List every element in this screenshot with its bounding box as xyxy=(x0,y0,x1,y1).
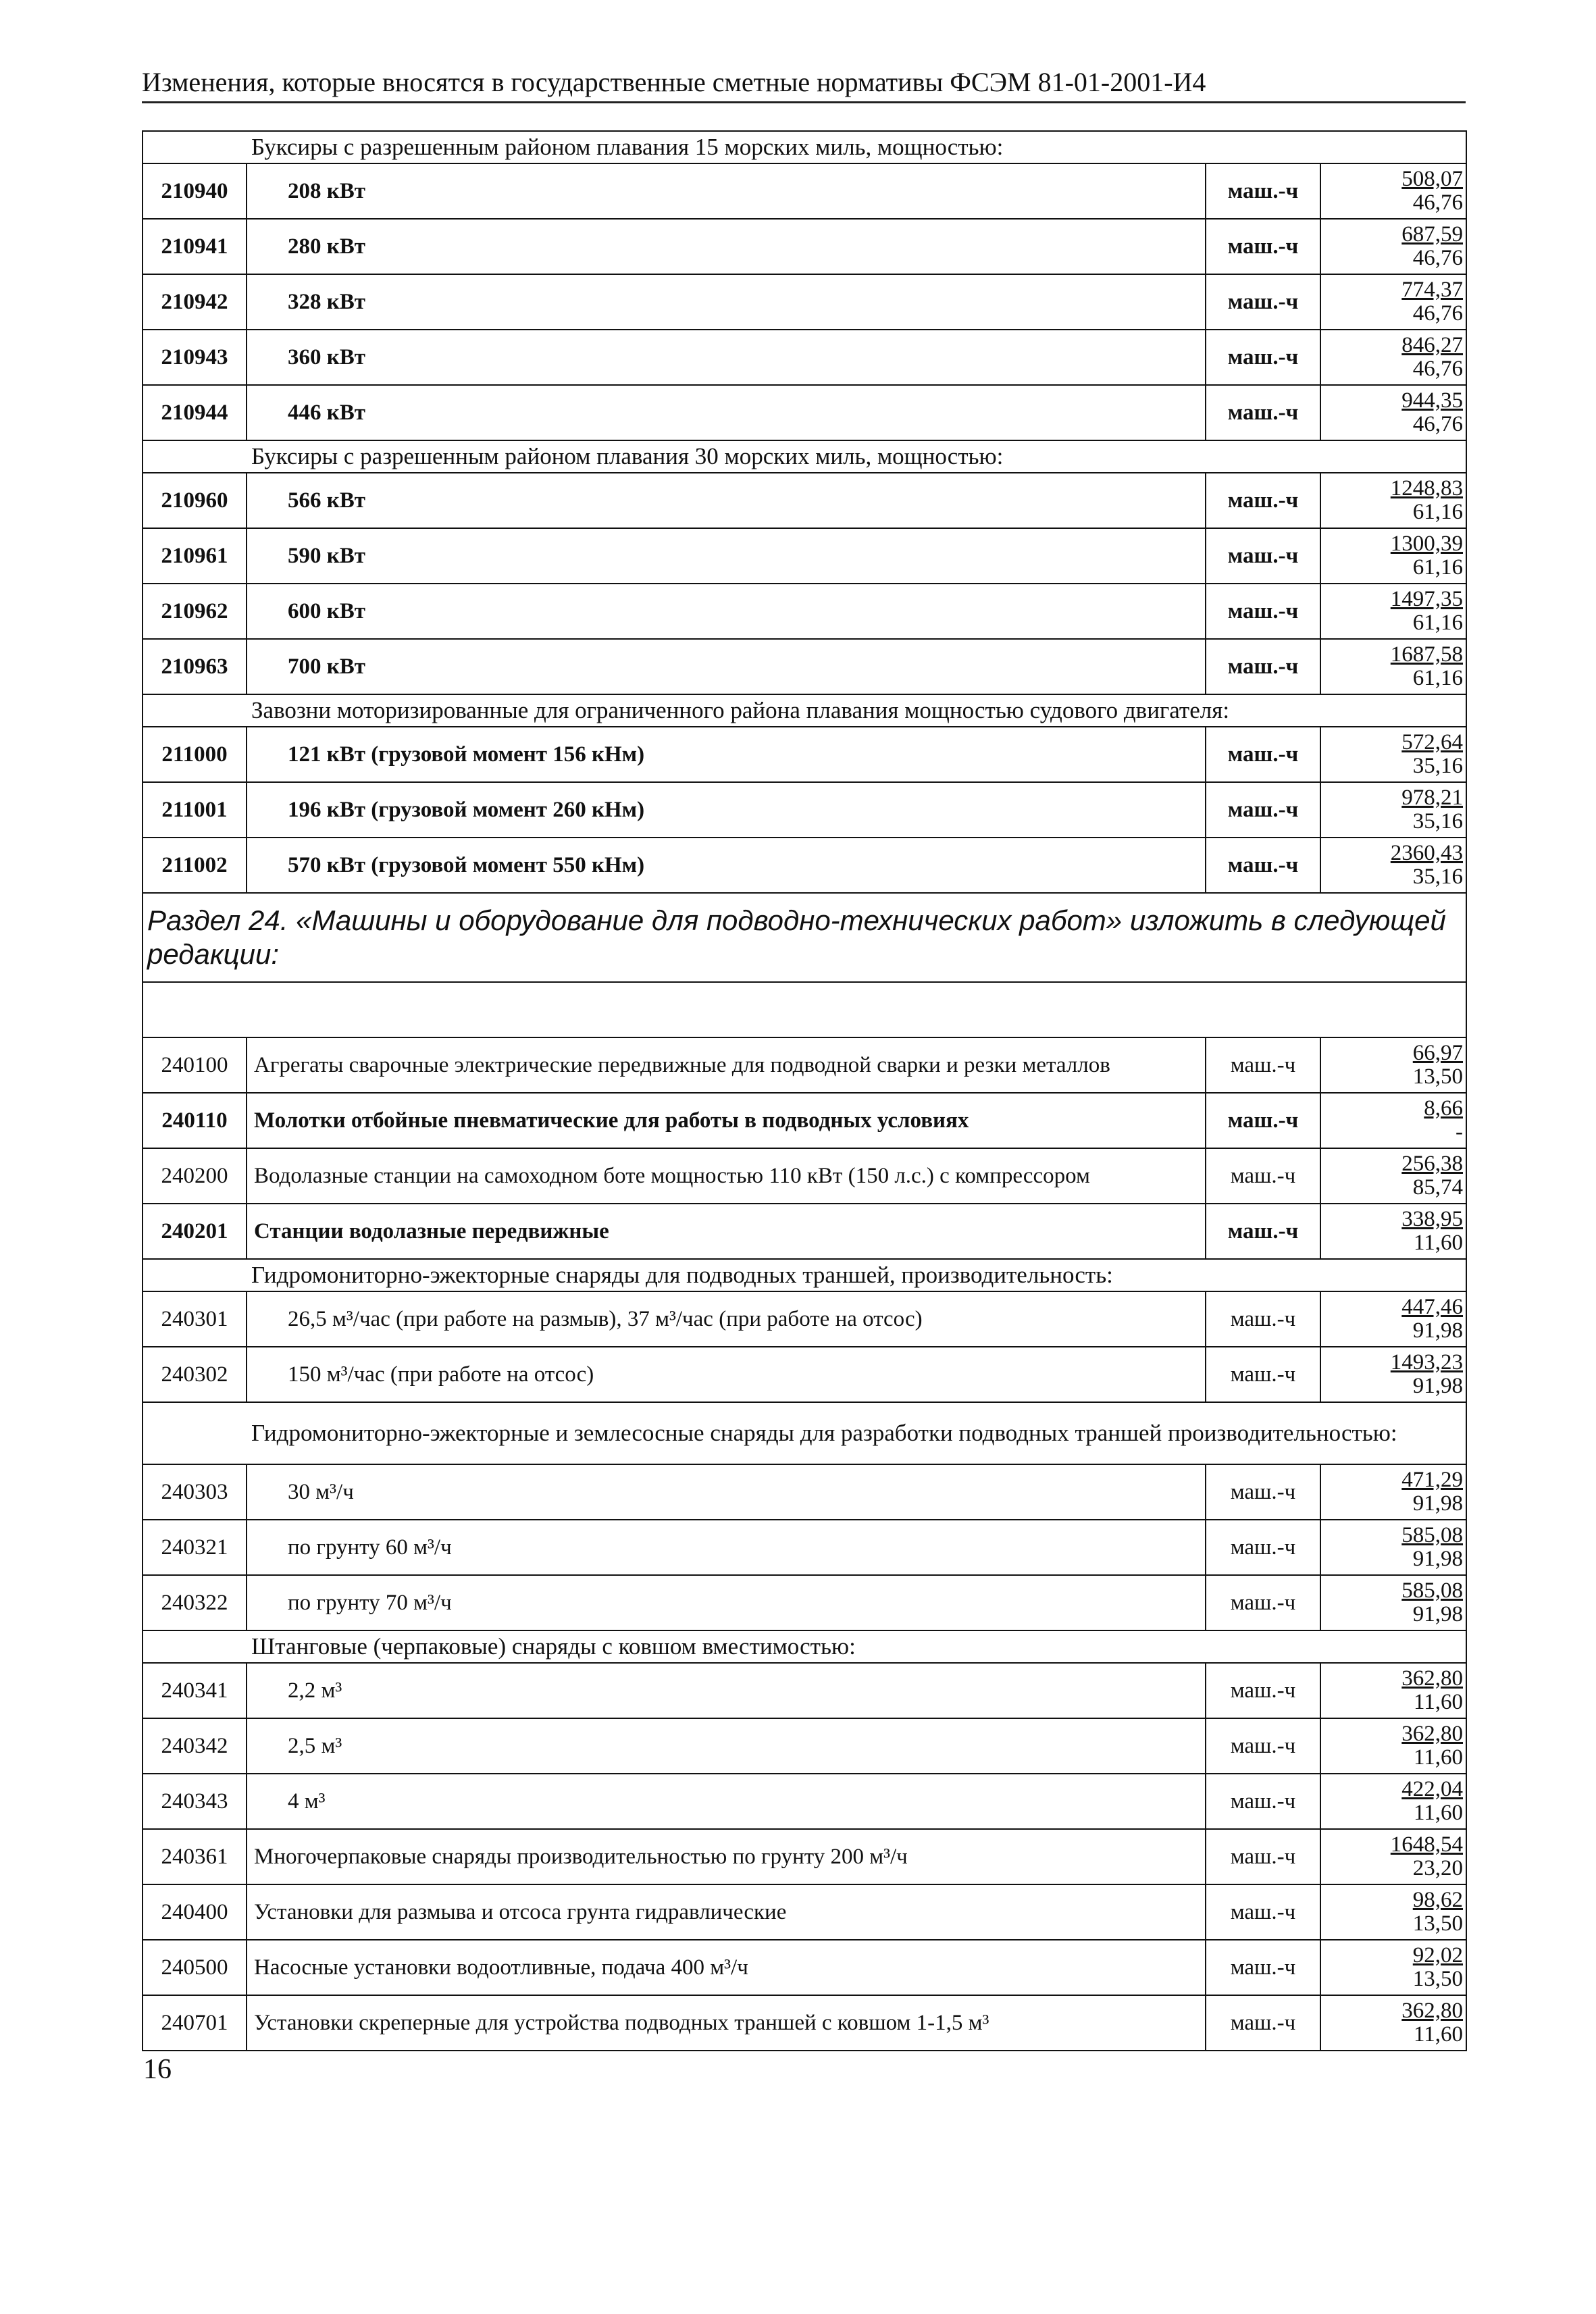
name-cell: 208 кВт xyxy=(247,163,1206,219)
unit-cell: маш.-ч xyxy=(1206,782,1320,838)
price-cell: 508,07 46,76 xyxy=(1320,163,1466,219)
name-cell: 570 кВт (грузовой момент 550 кНм) xyxy=(247,838,1206,893)
price-cell: 585,08 91,98 xyxy=(1320,1520,1466,1575)
code-cell: 240701 xyxy=(143,1995,247,2051)
name-cell: 196 кВт (грузовой момент 260 кНм) xyxy=(247,782,1206,838)
unit-cell: маш.-ч xyxy=(1206,274,1320,330)
name-cell: 600 кВт xyxy=(247,584,1206,639)
price-cell: 846,27 46,76 xyxy=(1320,330,1466,385)
name-cell: Станции водолазные передвижные xyxy=(247,1204,1206,1259)
name-cell: 566 кВт xyxy=(247,473,1206,528)
code-cell: 210940 xyxy=(143,163,247,219)
name-cell: 150 м³/час (при работе на отсос) xyxy=(247,1347,1206,1402)
name-cell: 360 кВт xyxy=(247,330,1206,385)
price-cell: 256,38 85,74 xyxy=(1320,1148,1466,1204)
name-cell: Насосные установки водоотливные, подача 400 м³/ч xyxy=(247,1940,1206,1995)
group-heading: Буксиры с разрешенным районом плавания 15 морских миль, мощностью: xyxy=(143,131,1466,163)
group-heading: Буксиры с разрешенным районом плавания 30 морских миль, мощностью: xyxy=(143,440,1466,473)
name-cell: 280 кВт xyxy=(247,219,1206,274)
unit-cell: маш.-ч xyxy=(1206,1995,1320,2051)
name-cell: 446 кВт xyxy=(247,385,1206,440)
code-cell: 210961 xyxy=(143,528,247,584)
code-cell: 210960 xyxy=(143,473,247,528)
unit-cell: маш.-ч xyxy=(1206,528,1320,584)
price-cell: 92,02 13,50 xyxy=(1320,1940,1466,1995)
unit-cell: маш.-ч xyxy=(1206,1291,1320,1347)
unit-cell: маш.-ч xyxy=(1206,1829,1320,1884)
unit-cell: маш.-ч xyxy=(1206,219,1320,274)
price-cell: 362,80 11,60 xyxy=(1320,1718,1466,1774)
unit-cell: маш.-ч xyxy=(1206,330,1320,385)
code-cell: 240302 xyxy=(143,1347,247,1402)
unit-cell: маш.-ч xyxy=(1206,1464,1320,1520)
code-cell: 210942 xyxy=(143,274,247,330)
unit-cell: маш.-ч xyxy=(1206,1575,1320,1630)
code-cell: 240341 xyxy=(143,1663,247,1718)
unit-cell: маш.-ч xyxy=(1206,1093,1320,1148)
code-cell: 240301 xyxy=(143,1291,247,1347)
unit-cell: маш.-ч xyxy=(1206,1774,1320,1829)
price-cell: 1300,39 61,16 xyxy=(1320,528,1466,584)
unit-cell: маш.-ч xyxy=(1206,1940,1320,1995)
name-cell: Многочерпаковые снаряды производительностью по грунту 200 м³/ч xyxy=(247,1829,1206,1884)
price-cell: 362,80 11,60 xyxy=(1320,1663,1466,1718)
norms-table xyxy=(142,130,1467,2051)
code-cell: 210943 xyxy=(143,330,247,385)
name-cell: 2,5 м³ xyxy=(247,1718,1206,1774)
name-cell: Установки скреперные для устройства подводных траншей с ковшом 1-1,5 м³ xyxy=(247,1995,1206,2051)
name-cell: 26,5 м³/час (при работе на размыв), 37 м³/час (при работе на отсос) xyxy=(247,1291,1206,1347)
header-rule xyxy=(142,101,1466,103)
unit-cell: маш.-ч xyxy=(1206,584,1320,639)
code-cell: 210944 xyxy=(143,385,247,440)
name-cell: по грунту 70 м³/ч xyxy=(247,1575,1206,1630)
price-cell: 687,59 46,76 xyxy=(1320,219,1466,274)
code-cell: 240322 xyxy=(143,1575,247,1630)
price-cell: 572,64 35,16 xyxy=(1320,727,1466,782)
code-cell: 240361 xyxy=(143,1829,247,1884)
name-cell: 328 кВт xyxy=(247,274,1206,330)
name-cell: Установки для размыва и отсоса грунта гидравлические xyxy=(247,1884,1206,1940)
unit-cell: маш.-ч xyxy=(1206,1520,1320,1575)
code-cell: 211000 xyxy=(143,727,247,782)
price-cell: 362,80 11,60 xyxy=(1320,1995,1466,2051)
code-cell: 210962 xyxy=(143,584,247,639)
document-header: Изменения, которые вносятся в государственные сметные нормативы ФСЭМ 81-01-2001-И4 xyxy=(142,67,1206,97)
name-cell: 2,2 м³ xyxy=(247,1663,1206,1718)
unit-cell: маш.-ч xyxy=(1206,727,1320,782)
name-cell: 121 кВт (грузовой момент 156 кНм) xyxy=(247,727,1206,782)
name-cell: 590 кВт xyxy=(247,528,1206,584)
unit-cell: маш.-ч xyxy=(1206,163,1320,219)
group-heading: Гидромониторно-эжекторные и землесосные снаряды для разработки подводных траншей производительностью: xyxy=(143,1402,1466,1464)
code-cell: 210941 xyxy=(143,219,247,274)
code-cell: 211002 xyxy=(143,838,247,893)
name-cell: Водолазные станции на самоходном боте мощностью 110 кВт (150 л.с.) с компрессором xyxy=(247,1148,1206,1204)
code-cell: 211001 xyxy=(143,782,247,838)
group-heading: Штанговые (черпаковые) снаряды с ковшом вместимостью: xyxy=(143,1630,1466,1663)
unit-cell: маш.-ч xyxy=(1206,1148,1320,1204)
name-cell: Молотки отбойные пневматические для работы в подводных условиях xyxy=(247,1093,1206,1148)
unit-cell: маш.-ч xyxy=(1206,1884,1320,1940)
code-cell: 240500 xyxy=(143,1940,247,1995)
code-cell: 240200 xyxy=(143,1148,247,1204)
price-cell: 1248,83 61,16 xyxy=(1320,473,1466,528)
group-heading: Завозни моторизированные для ограниченного района плавания мощностью судового двигателя: xyxy=(143,694,1466,727)
price-cell: 774,37 46,76 xyxy=(1320,274,1466,330)
price-cell: 98,62 13,50 xyxy=(1320,1884,1466,1940)
unit-cell: маш.-ч xyxy=(1206,838,1320,893)
name-cell: 30 м³/ч xyxy=(247,1464,1206,1520)
name-cell: 700 кВт xyxy=(247,639,1206,694)
price-cell: 944,35 46,76 xyxy=(1320,385,1466,440)
price-cell: 2360,43 35,16 xyxy=(1320,838,1466,893)
code-cell: 240201 xyxy=(143,1204,247,1259)
unit-cell: маш.-ч xyxy=(1206,1718,1320,1774)
unit-cell: маш.-ч xyxy=(1206,1663,1320,1718)
price-cell: 1648,54 23,20 xyxy=(1320,1829,1466,1884)
section-title: Раздел 24. «Машины и оборудование для подводно-технических работ» изложить в следующей редакции: xyxy=(143,893,1466,982)
price-cell: 1493,23 91,98 xyxy=(1320,1347,1466,1402)
code-cell: 240321 xyxy=(143,1520,247,1575)
blank-row xyxy=(143,982,1466,1037)
code-cell: 240342 xyxy=(143,1718,247,1774)
name-cell: по грунту 60 м³/ч xyxy=(247,1520,1206,1575)
price-cell: 8,66 - xyxy=(1320,1093,1466,1148)
price-cell: 338,95 11,60 xyxy=(1320,1204,1466,1259)
name-cell: 4 м³ xyxy=(247,1774,1206,1829)
price-cell: 422,04 11,60 xyxy=(1320,1774,1466,1829)
price-cell: 471,29 91,98 xyxy=(1320,1464,1466,1520)
price-cell: 585,08 91,98 xyxy=(1320,1575,1466,1630)
code-cell: 240110 xyxy=(143,1093,247,1148)
price-cell: 1497,35 61,16 xyxy=(1320,584,1466,639)
unit-cell: маш.-ч xyxy=(1206,1347,1320,1402)
name-cell: Агрегаты сварочные электрические передвижные для подводной сварки и резки металлов xyxy=(247,1037,1206,1093)
price-cell: 978,21 35,16 xyxy=(1320,782,1466,838)
code-cell: 210963 xyxy=(143,639,247,694)
group-heading: Гидромониторно-эжекторные снаряды для подводных траншей, производительность: xyxy=(143,1259,1466,1291)
code-cell: 240400 xyxy=(143,1884,247,1940)
code-cell: 240303 xyxy=(143,1464,247,1520)
page-number: 16 xyxy=(143,2054,172,2085)
unit-cell: маш.-ч xyxy=(1206,385,1320,440)
price-cell: 447,46 91,98 xyxy=(1320,1291,1466,1347)
price-cell: 1687,58 61,16 xyxy=(1320,639,1466,694)
unit-cell: маш.-ч xyxy=(1206,473,1320,528)
price-cell: 66,97 13,50 xyxy=(1320,1037,1466,1093)
code-cell: 240343 xyxy=(143,1774,247,1829)
unit-cell: маш.-ч xyxy=(1206,639,1320,694)
code-cell: 240100 xyxy=(143,1037,247,1093)
unit-cell: маш.-ч xyxy=(1206,1037,1320,1093)
unit-cell: маш.-ч xyxy=(1206,1204,1320,1259)
